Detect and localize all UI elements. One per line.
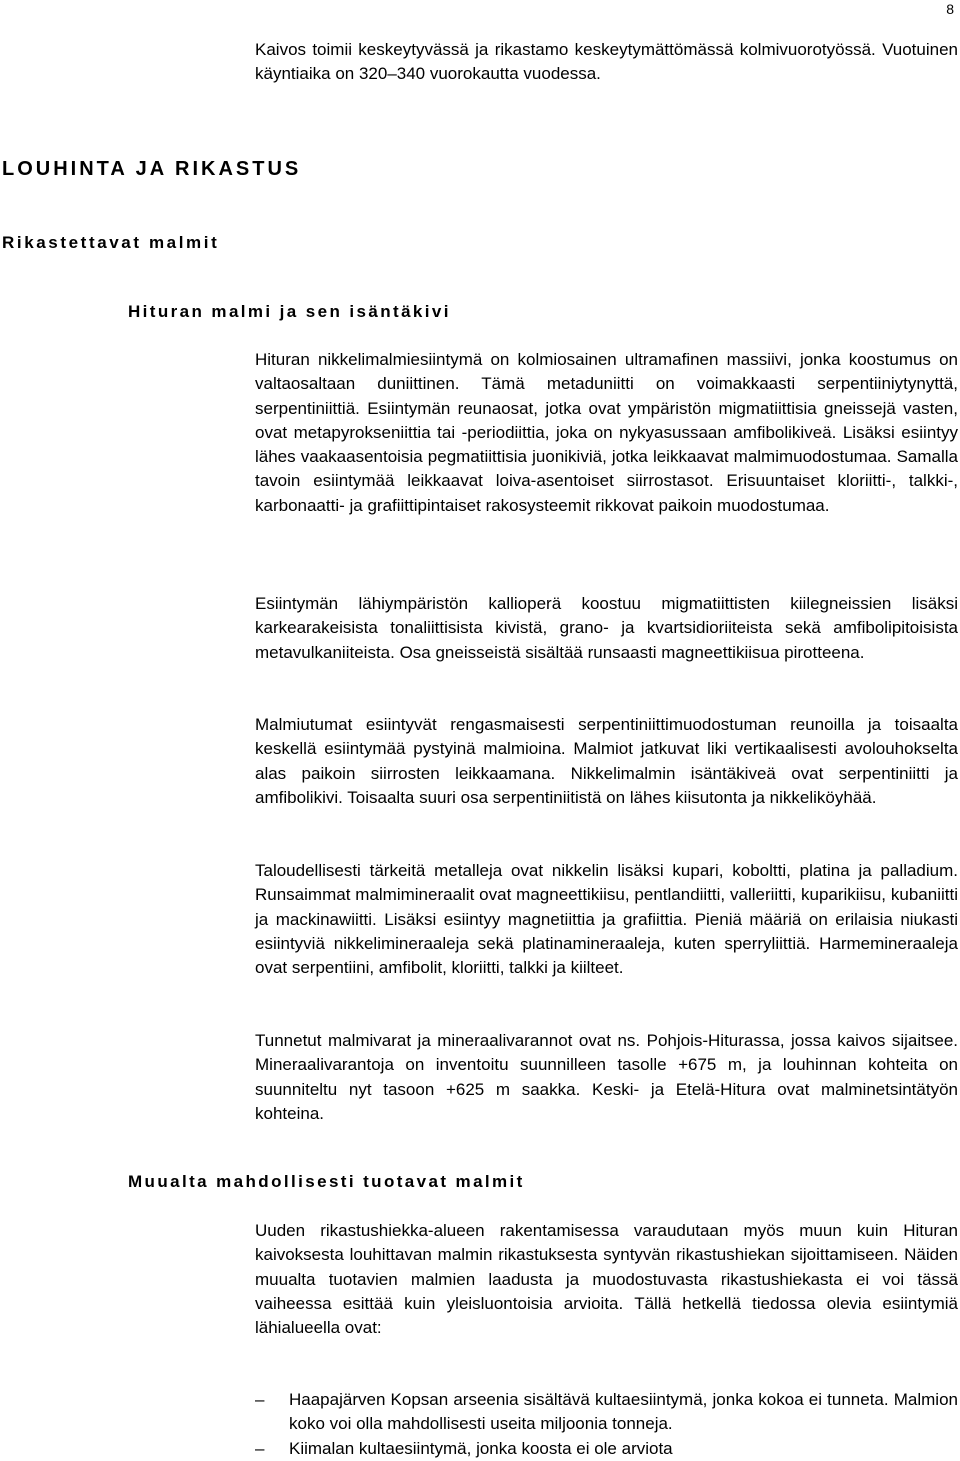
- paragraph-hitura-4: Taloudellisesti tärkeitä metalleja ovat nikkelin lisäksi kupari, koboltti, platina ja palladium. Runsaimmat malmimineraalit ovat magneettikiisu, pentlandiitti, valleriitti, kuparikiisu, kubaniitti ja mackinawiitti. Lisäksi esiintyy magnetiittia ja grafiittia. Pieniä määriä on erilaisia niukasti esiintyviä nikkelimineraaleja sekä platinamineraaleja, kuten sperryliittiä. Harmemineraaleja ovat serpentiini, amfibolit, kloriitti, talkki ja kiilteet.: [255, 861, 958, 978]
- subsubsection-title-hitura: Hituran malmi ja sen isäntäkivi: [128, 302, 451, 321]
- deposit-list: [255, 1388, 958, 1461]
- paragraph-hitura-1: Hituran nikkelimalmiesiintymä on kolmiosainen ultramafinen massiivi, jonka koostumus on valtaosaltaan duniittinen. Tämä metaduniitti on voimakkaasti serpentiiniytynyttä, serpentiniittiä. Esiintymän reunaosat, jotka ovat ympäristön migmatiittisia gneissejä vasten, ovat metapyrokseniittia tai -periodiittia, joka on nykyasussaan amfibolikiveä. Lisäksi esiintyy lähes vaakaasentoisia pegmatiittisia juonikiviä, jotka leikkaavat malmimuodostumaa. Samalla tavoin esiintymää leikkaavat loiva-asentoiset siirrostasot. Erisuuntaiset kloriitti-, talkki-, karbonaatti- ja grafiittipintaiset rakosysteemit rikkovat paikoin muodostumaa.: [255, 350, 958, 515]
- paragraph-hitura-5: Tunnetut malmivarat ja mineraalivarannot ovat ns. Pohjois-Hiturassa, jossa kaivos sijaitsee. Mineraalivarantoja on inventoitu suunnilleen tasolle +675 m, ja louhinnan kohteita on suunniteltu nyt tasoon +625 m saakka. Keski- ja Etelä-Hitura ovat malminetsintätyön kohteina.: [255, 1031, 958, 1123]
- list-item: [255, 1437, 958, 1461]
- intro-paragraph: Kaivos toimii keskeytyvässä ja rikastamo keskeytymättömässä kolmivuorotyössä. Vuotuinen käyntiaika on 320–340 vuorokautta vuodessa.: [255, 40, 958, 84]
- dash-bullet-icon: –: [255, 1390, 265, 1409]
- subsection-title-muualta: Muualta mahdollisesti tuotavat malmit: [128, 1172, 525, 1191]
- section-title: LOUHINTA JA RIKASTUS: [2, 158, 302, 180]
- paragraph-hitura-2: Esiintymän lähiympäristön kallioperä koostuu migmatiittisten kiilegneissien lisäksi karkearakeisista tonaliittisista kivistä, grano- ja kvartsidioriiteista sekä amfibolipitoisista metavulkaniiteista. Osa gneisseistä sisältää runsaasti magneettikiisua pirotteena.: [255, 594, 958, 662]
- list-item-text: Kiimalan kultaesiintymä, jonka koosta ei ole arviota: [289, 1438, 673, 1458]
- dash-bullet-icon: –: [255, 1438, 265, 1458]
- paragraph-hitura-3: Malmiutumat esiintyvät rengasmaisesti serpentiniittimuodostuman reunoilla ja toisaalta keskellä esiintymää pystyinä malmioina. Malmiot jatkuvat liki vertikaalisesti avolouhokselta alas paikoin siirrosten leikkaamana. Nikkelimalmin isäntäkiveä ovat serpentiniitti ja amfibolikivi. Toisaalta suuri osa serpentiniitistä on lähes kiisutonta ja nikkeliköyhää.: [255, 715, 958, 807]
- page-number: 8: [946, 1, 954, 17]
- list-item: [255, 1388, 958, 1437]
- list-item-text: Haapajärven Kopsan arseenia sisältävä kultaesiintymä, jonka kokoa ei tunneta. Malmion koko voi olla mahdollisesti useita miljoonia tonneja.: [289, 1390, 958, 1434]
- paragraph-muualta: Uuden rikastushiekka-alueen rakentamisessa varaudutaan myös muun kuin Hituran kaivoksesta louhittavan malmin rikastuksesta syntyvän rikastushiekan sijoittamiseen. Näiden muualta tuotavien malmien laadusta ja muodostuvasta rikastushiekasta ei voi tässä vaiheessa esittää kuin yleisluontoisia arvioita. Tällä hetkellä tiedossa olevia esiintymiä lähialueella ovat:: [255, 1221, 958, 1338]
- subsection-title-rikastettavat: Rikastettavat malmit: [2, 233, 220, 252]
